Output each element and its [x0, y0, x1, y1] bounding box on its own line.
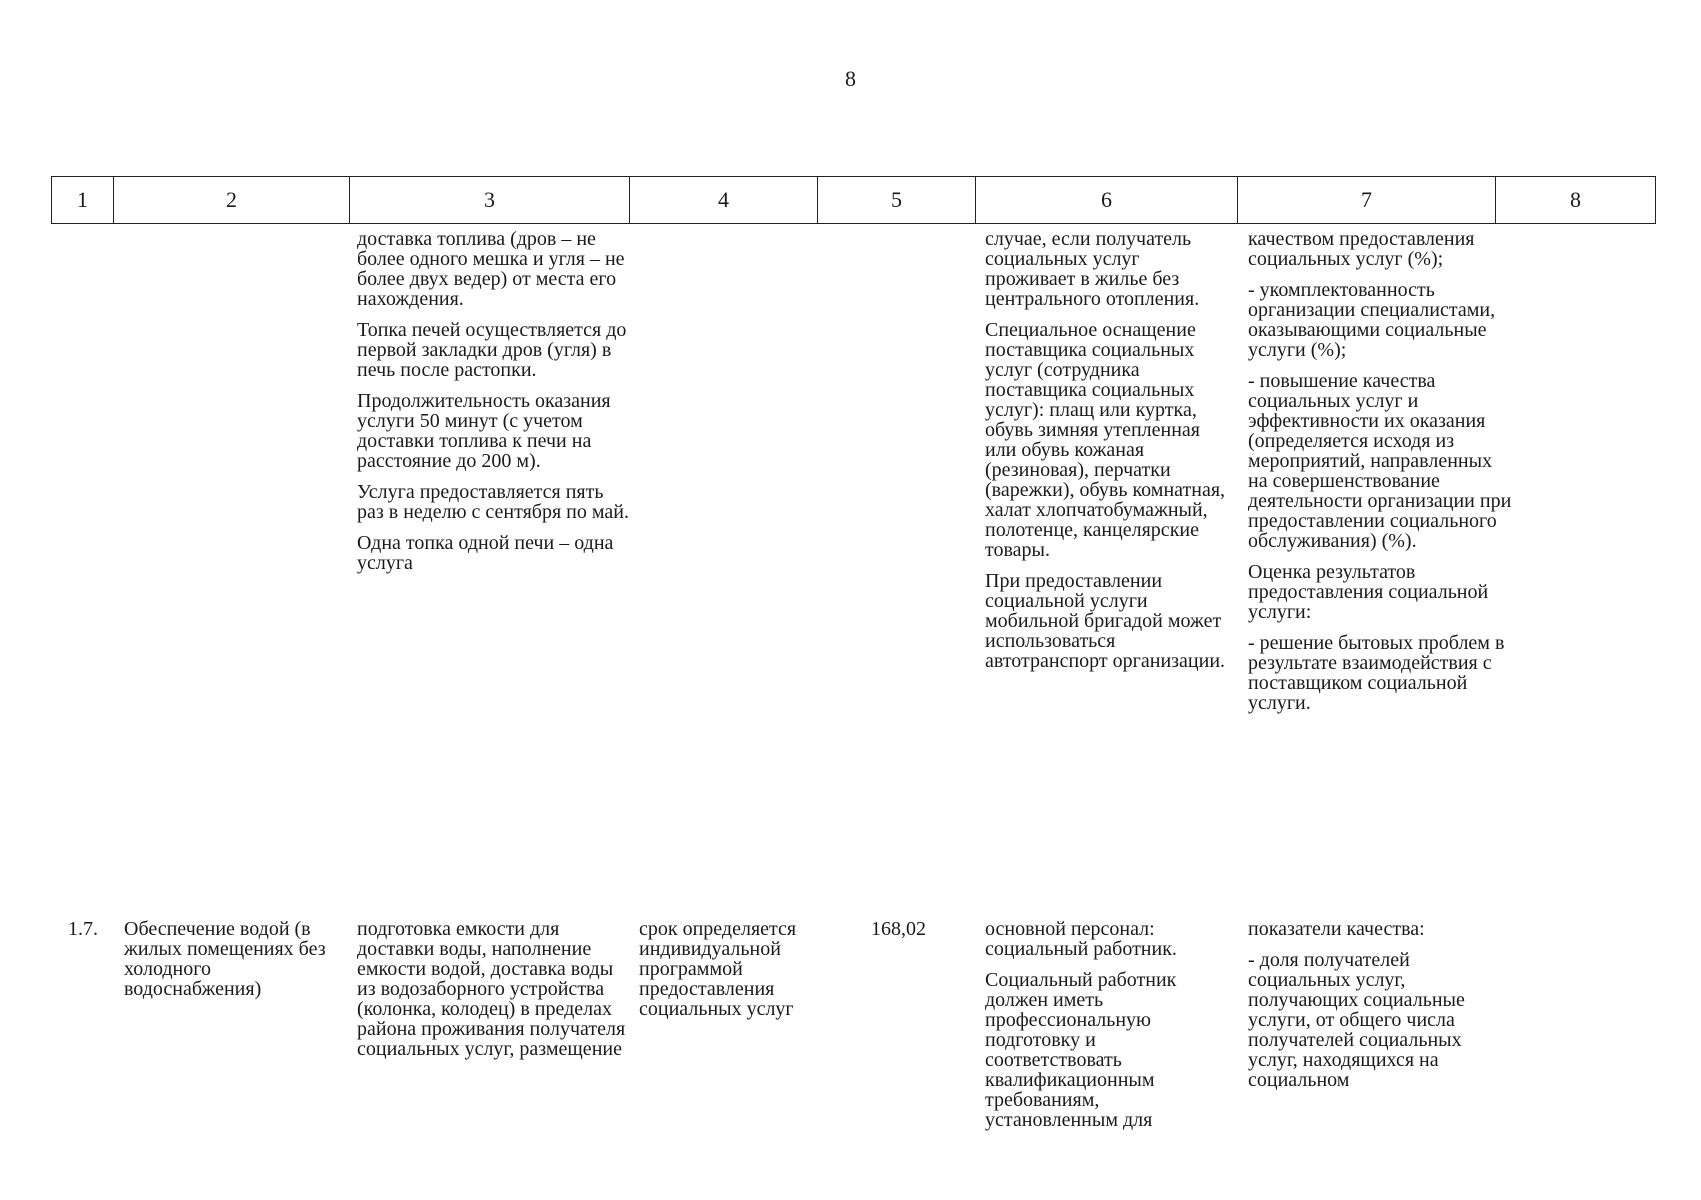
row1-col7 — [1248, 229, 1513, 724]
row1-col3-p1: доставка топлива (дров – не более одного мешка и угля – не более двух ведер) от места его нахождения. — [357, 228, 625, 310]
row2-col5 — [871, 919, 981, 950]
row2-col3-text: подготовка емкости для доставки воды, наполнение емкости водой, доставка воды из водозаборного устройства (колонка, колодец) в пределах района проживания получателя социальных услуг, размещение — [357, 918, 626, 1060]
row1-col3-p4: Услуга предоставляется пять раз в неделю с сентября по май. — [357, 481, 629, 523]
header-cell-7: 7 — [1238, 177, 1496, 223]
page-number: 8 — [845, 66, 856, 91]
row1-col7-p5: - решение бытовых проблем в результате взаимодействия с поставщиком социальной услуги. — [1248, 632, 1505, 714]
header-cell-8: 8 — [1570, 187, 1581, 212]
row2-col2 — [124, 919, 334, 1010]
row1-col6-p1: случае, если получатель социальных услуг проживает в жилье без центрального отопления. — [985, 228, 1200, 310]
row1-col3 — [357, 229, 632, 584]
row2-number: 1.7. — [68, 918, 98, 940]
row2-col7-p2: - доля получателей социальных услуг, получающих социальные услуги, от общего числа получателей социальных услуг, находящихся на социальном — [1248, 949, 1465, 1091]
header-cell-6: 6 — [976, 177, 1238, 223]
row1-col6-p2: Специальное оснащение поставщика социальных услуг (сотрудника поставщика социальных услуг): плащ или куртка, обувь зимняя утепленная или обувь кожаная (резиновая), перчатки (варежки), обувь комнатная, халат хлопчатобумажный, полотенце, канцелярские товары. — [985, 319, 1226, 561]
row2-col7-p1: показатели качества: — [1248, 918, 1425, 940]
row1-col3-p2: Топка печей осуществляется до первой закладки дров (угля) в печь после растопки. — [357, 319, 627, 381]
row1-col7-p3: - повышение качества социальных услуг и эффективности их оказания (определяется исходя из мероприятий, направленных на совершенствование деятельности организации при предоставлении социального обслуживания) (%). — [1248, 370, 1512, 552]
row1-col3-p3: Продолжительность оказания услуги 50 минут (с учетом доставки топлива к печи на расстояние до 200 м). — [357, 390, 611, 472]
row1-col3-p5: Одна топка одной печи – одна услуга — [357, 532, 614, 574]
row1-col7-p4: Оценка результатов предоставления социальной услуги: — [1248, 561, 1489, 623]
header-cell-2: 2 — [114, 177, 350, 223]
header-cell-4: 4 — [630, 177, 818, 223]
row2-col3 — [357, 919, 632, 1070]
row1-col6-p3: При предоставлении социальной услуги мобильной бригадой может использоваться автотранспорт организации. — [985, 570, 1226, 672]
row2-col4 — [639, 919, 824, 1030]
row2-col6-p1: основной персонал: социальный работник. — [985, 918, 1177, 960]
row2-price: 168,02 — [871, 918, 926, 940]
row2-col7 — [1248, 919, 1513, 1101]
row2-col6 — [985, 919, 1235, 1141]
row2-col6-p2: Социальный работник должен иметь профессиональную подготовку и соответствовать квалификационным требованиям, установленным для — [985, 969, 1177, 1131]
header-cell-5: 5 — [818, 177, 976, 223]
header-cell-3: 3 — [350, 177, 630, 223]
table-header-row — [51, 176, 1656, 224]
row2-col4-text: срок определяется индивидуальной программой предоставления социальных услуг — [639, 918, 797, 1020]
row1-col6 — [985, 229, 1235, 682]
header-cell-1: 1 — [52, 177, 114, 223]
row1-col7-p1: качеством предоставления социальных услуг (%); — [1248, 228, 1475, 270]
row2-service-name: Обеспечение водой (в жилых помещениях без холодного водоснабжения) — [124, 918, 326, 1000]
row1-col7-p2: - укомплектованность организации специалистами, оказывающими социальные услуги (%); — [1248, 279, 1496, 361]
